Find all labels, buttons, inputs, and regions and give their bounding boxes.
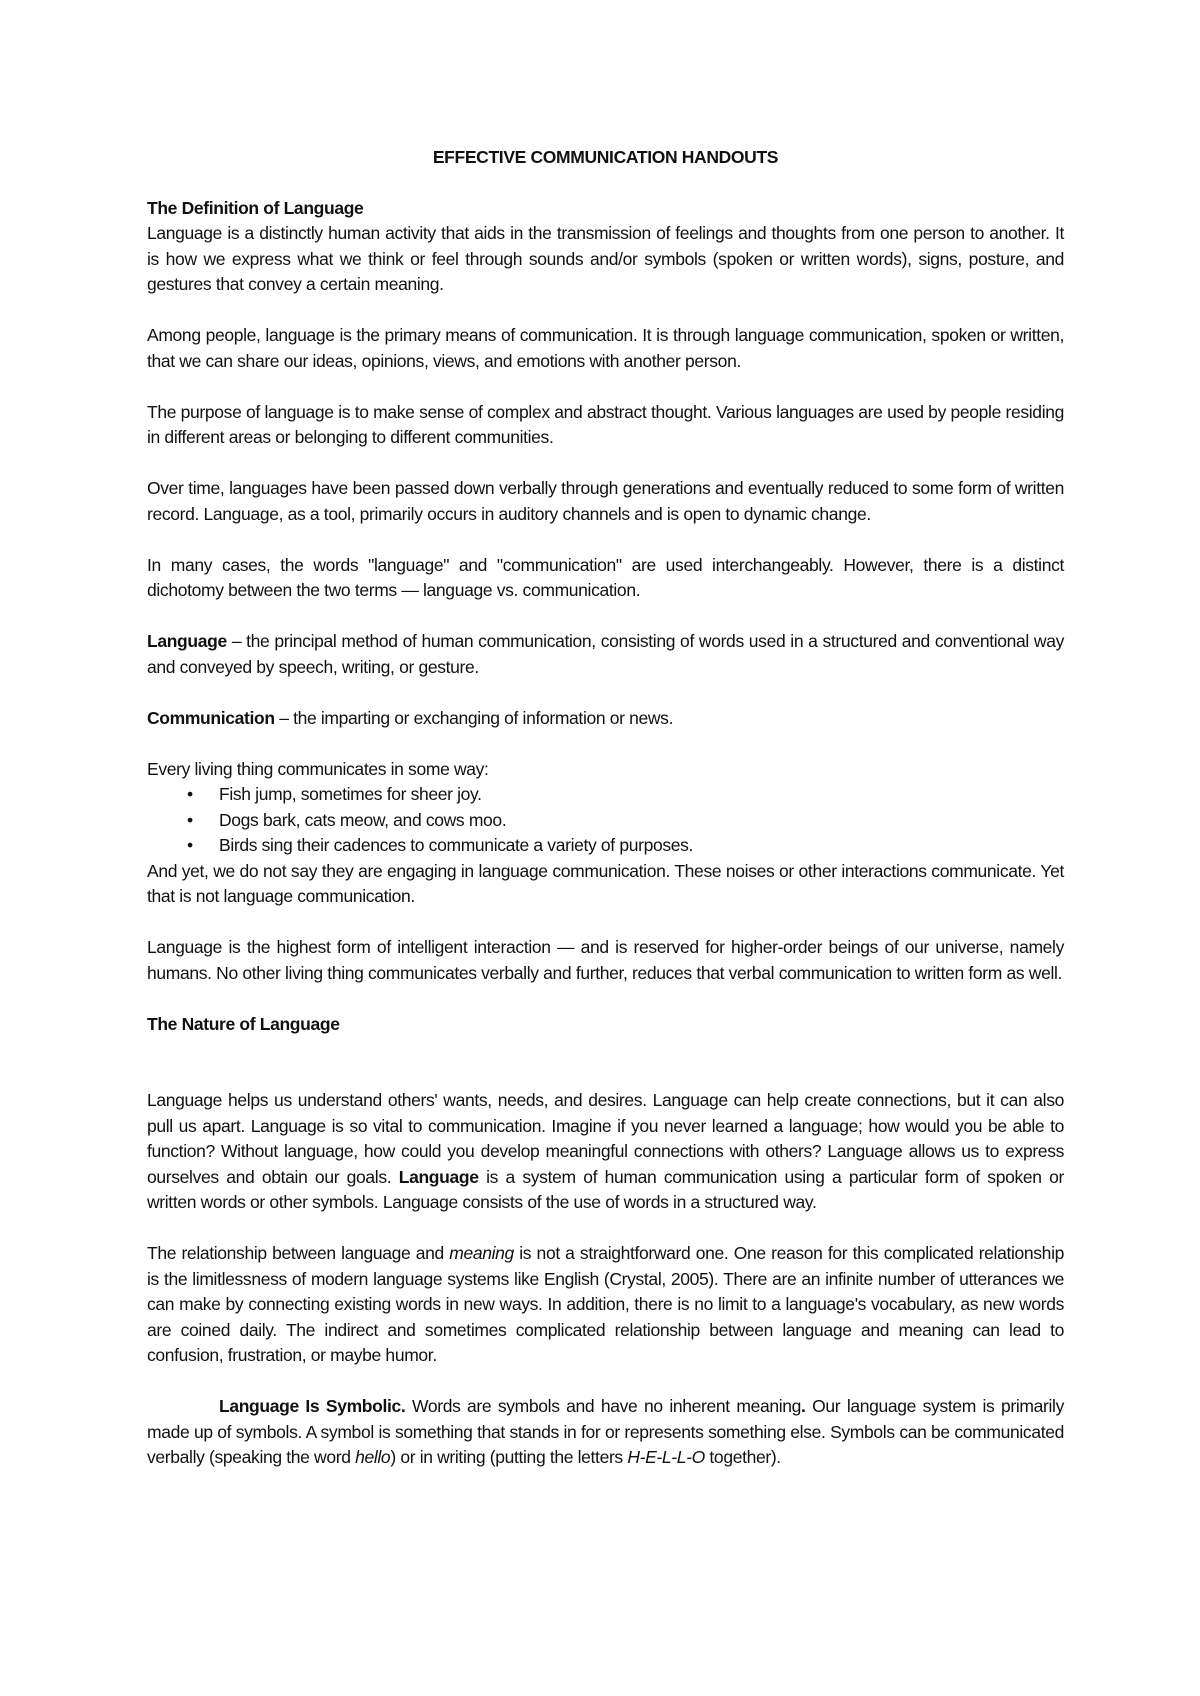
paragraph: Among people, language is the primary means of communication. It is through language communication, spoken or written, that we can share our ideas, opinions, views, and emotions with another person. [147, 325, 1064, 371]
bullet-list [147, 782, 1064, 859]
definition-term: Language [147, 631, 227, 651]
paragraph: The relationship between language and meaning is not a straightforward one. One reason for this complicated relationship is the limitlessness of modern language systems like English (Crystal, 2005). There are an infinite number of utterances we can make by connecting existing words in new ways. In addition, there is no limit to a language's vocabulary, as new words are coined daily. The indirect and sometimes complicated relationship between language and meaning can lead to confusion, frustration, or maybe humor. [147, 1243, 1064, 1365]
list-item: • Fish jump, sometimes for sheer joy. [147, 782, 1064, 808]
bullet-icon: • [187, 835, 193, 855]
paragraph: In many cases, the words "language" and "communication" are used interchangeably. However, there is a distinct dichotomy between the two terms — language vs. communication. [147, 554, 1064, 600]
bullet-icon: • [187, 784, 193, 804]
section-heading-definition: The Definition of Language [147, 197, 364, 218]
subheading-inline: Language Is Symbolic. [219, 1396, 406, 1416]
list-intro: Every living thing communicates in some way: [147, 758, 489, 779]
definition-language [147, 629, 1064, 680]
paragraph: Over time, languages have been passed down verbally through generations and eventually reduced to some form of written record. Language, as a tool, primarily occurs in auditory channels and is open to dynamic change. [147, 478, 1064, 524]
section-heading-nature: The Nature of Language [147, 1013, 340, 1034]
list-item: • Dogs bark, cats meow, and cows moo. [147, 808, 1064, 834]
definition-text: – the principal method of human communication, consisting of words used in a structured and conventional way and conveyed by speech, writing, or gesture. [147, 631, 1064, 677]
bullet-icon: • [187, 809, 193, 830]
paragraph: Language is the highest form of intelligent interaction — and is reserved for higher-order beings of our universe, namely humans. No other living thing communicates verbally and further, reduces that verbal communication to written form as well. [147, 937, 1064, 983]
definition-text: – the imparting or exchanging of information or news. [274, 707, 674, 728]
definition-term: Communication [147, 707, 275, 728]
list-item: • Birds sing their cadences to communicate a variety of purposes. [147, 833, 1064, 859]
document-title: EFFECTIVE COMMUNICATION HANDOUTS [432, 147, 779, 167]
paragraph: The purpose of language is to make sense of complex and abstract thought. Various languages are used by people residing in different areas or belonging to different communities. [147, 401, 1064, 447]
document-page [147, 145, 1064, 1496]
definition-communication [147, 706, 1064, 732]
paragraph: Language helps us understand others' wants, needs, and desires. Language can help create connections, but it can also pull us apart. Language is so vital to communication. Imagine if you never learned a language; how would you be able to function? Without language, how could you develop meaningful connections with others? Language allows us to express ourselves and obtain our goals. Language is a system of human communication using a particular form of spoken or written words or other symbols. Language consists of the use of words in a structured way. [147, 1090, 1064, 1212]
paragraph: And yet, we do not say they are engaging in language communication. These noises or other interactions communicate. Yet that is not language communication. [147, 860, 1064, 906]
paragraph: Language Is Symbolic. Words are symbols and have no inherent meaning. Our language system is primarily made up of symbols. A symbol is something that stands in for or represents something else. Symbols can be communicated verbally (speaking the word hello) or in writing (putting the letters H-E-L-L-O together). [147, 1396, 1064, 1467]
paragraph: Language is a distinctly human activity that aids in the transmission of feelings and thoughts from one person to another. It is how we express what we think or feel through sounds and/or symbols (spoken or written words), signs, posture, and gestures that convey a certain meaning. [147, 223, 1064, 294]
